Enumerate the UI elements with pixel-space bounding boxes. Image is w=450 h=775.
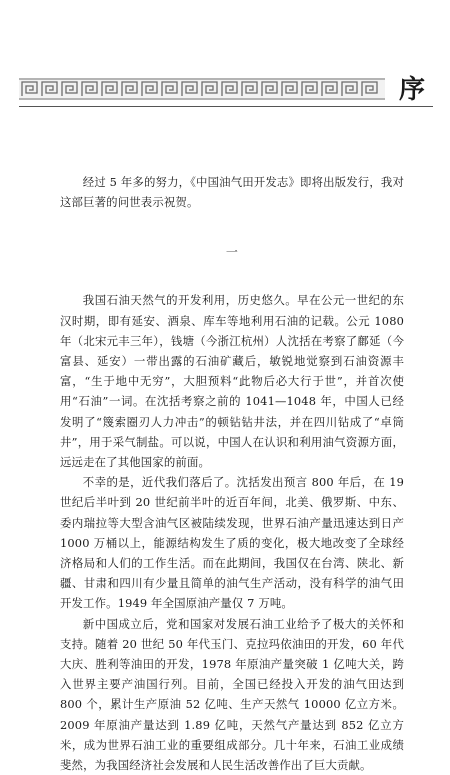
chapter-title: 序 bbox=[398, 75, 425, 105]
body-text bbox=[60, 172, 404, 775]
greek-key-ornament bbox=[19, 78, 385, 100]
paragraph-decline: 不幸的是，近代我们落后了。沈括发出预言 800 年后，在 19 世纪后半叶到 20 世纪前半叶的近百年间，北美、俄罗斯、中东、委内瑞拉等大型含油气区被陆续发现，世界石油产量迅速达到日产 1000 万桶以上，能源结构发生了质的变化，极大地改变了全球经济格局和人们的工作生活。而在此期间，我国仅在台湾、陕北、新疆、甘肃和四川有少量且简单的油气生产活动，没有科学的油气田开发工作。1949 年全国原油产量仅 7 万吨。 bbox=[60, 475, 404, 611]
chapter-header bbox=[19, 72, 433, 108]
paragraph-development: 新中国成立后，党和国家对发展石油工业给予了极大的关怀和支持。随着 20 世纪 50 年代玉门、克拉玛依油田的开发，60 年代大庆、胜利等油田的开发，1978 年原油产量突破 1 亿吨大关，跨入世界主要产油国行列。目前，全国已经投入开发的油气田达到 800 个，累计生产原油 52 亿吨、生产天然气 10000 亿立方米。2009 年原油产量达到 1.89 亿吨，天然气产量达到 852 亿立方米，成为世界石油工业的重要组成部分。几十年来，石油工业成绩斐然，为我国经济社会发展和人民生活改善作出了巨大贡献。 bbox=[60, 616, 404, 773]
header-rule bbox=[19, 106, 433, 107]
paragraph-intro: 经过 5 年多的努力，《中国油气田开发志》即将出版发行，我对这部巨著的问世表示祝贺。 bbox=[60, 175, 404, 210]
section-marker: 一 bbox=[225, 245, 239, 260]
paragraph-history: 我国石油天然气的开发利用，历史悠久。早在公元一世纪的东汉时期，即有延安、酒泉、库车等地利用石油的记载。公元 1080 年（北宋元丰三年），钱塘（今浙江杭州）人沈括在考察了鄜延（今富县、延安）一带出露的石油矿藏后，敏锐地觉察到石油资源丰富，“生于地中无穷”，大胆预料“此物后必大行于世”，并首次使用“石油”一词。在沈括考察之前的 1041—1048 年，中国人已经发明了“篾索圈刃人力冲击”的顿钻钻井法，并在四川钻成了“卓筒井”，用于采气制盐。可以说，中国人在认识和利用油气资源方面，远远走在了其他国家的前面。 bbox=[60, 293, 404, 470]
